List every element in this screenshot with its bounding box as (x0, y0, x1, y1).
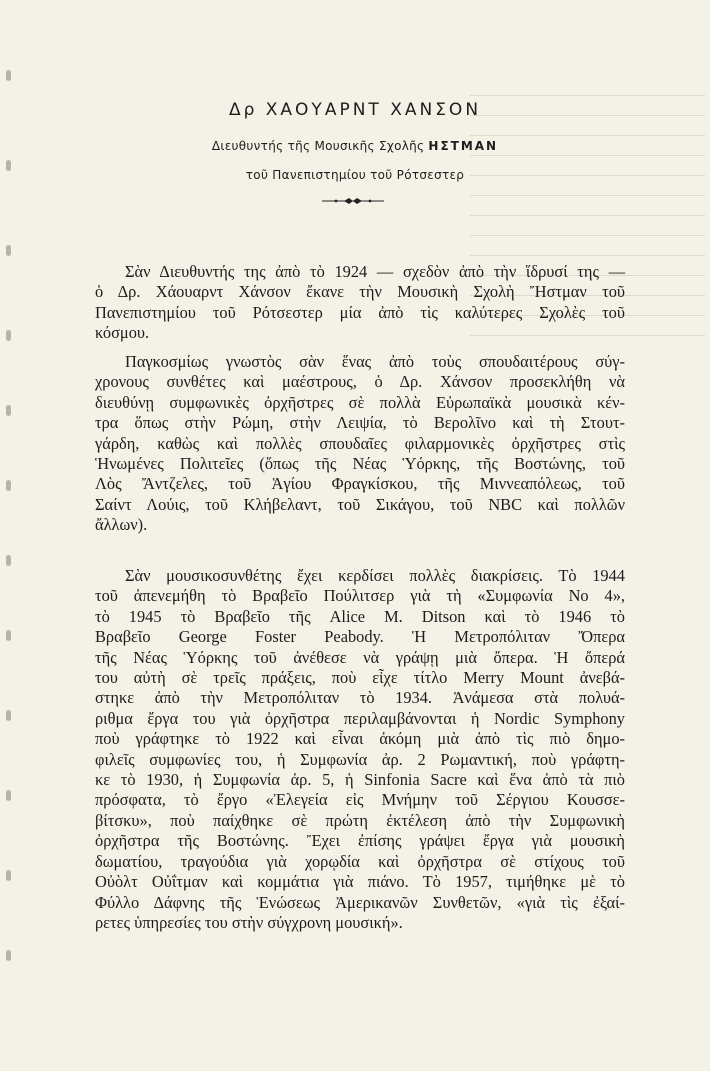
text-line: Σὰν Διευθυντής της ἀπὸ τὸ 1924 — σχεδὸν ἀπὸ τὴν ἵδρυσί της — (125, 262, 625, 281)
text-line: φιλεῖς συμφωνίες του, ἡ Συμφωνία ἀρ. 2 Ρωμαντική, ποὺ γράφτη- (95, 749, 625, 769)
text-line: Παγκοσμίως γνωστὸς σὰν ἕνας ἀπὸ τοὺς σπουδαιτέρους σύγ- (125, 352, 625, 371)
text-line: βίτσκυ», ποὺ παίχθηκε σὲ πρώτη ἐκτέλεση ἀπὸ τὴν Συμφωνικὴ (95, 810, 625, 830)
text-line: τοῦ ἀπενεμήθη τὸ Βραβεῖο Πούλιτσερ γιὰ τὴ «Συμφωνία Νο 4», (95, 586, 625, 606)
text-line: Βραβεῖο George Foster Peabody. Ἡ Μετροπόλιταν Ὄπερα (95, 627, 625, 647)
text-line: ποὺ γράφτηκε τὸ 1922 καὶ εἶναι ἀκόμη μιὰ ἀπὸ τὶς πιὸ δημο- (95, 729, 625, 749)
paragraph-1 (95, 262, 625, 344)
text-line: πρόσφατα, τὸ ἔργο «Ἐλεγεία εἰς Μνήμην τοῦ Σέργιου Κουσσε- (95, 790, 625, 810)
text-line: διευθύνῃ συμφωνικὲς ὀρχῆστρες σὲ πολλὰ Εὐρωπαϊκὰ μουσικὰ κέν- (95, 392, 625, 412)
subtitle-prefix: Διευθυντής τῆς Μουσικῆς Σχολῆς (211, 139, 425, 153)
text-line: τρα ὅπως στὴν Ρώμη, στὴν Λειψία, τὸ Βερολῖνο καὶ τὴ Στουτ- (95, 413, 625, 433)
text-line: κε τὸ 1930, ἡ Συμφωνία ἀρ. 5, ἡ Sinfonia Sacre καὶ ἕνα ἀπὸ τὰ πιὸ (95, 770, 625, 790)
text-line: Λὸς Ἄντζελες, τοῦ Ἁγίου Φραγκίσκου, τῆς Μιννεαπόλεως, τοῦ (95, 474, 625, 494)
binding-holes (0, 0, 22, 1071)
text-line: χρονους συνθέτες καὶ μαέστρους, ὁ Δρ. Χάνσον προσεκλήθη νὰ (95, 372, 625, 392)
text-line: τὸ 1945 τὸ Βραβεῖο τῆς Alice M. Ditson καὶ τὸ 1946 τὸ (95, 606, 625, 626)
text-line: ὀρχῆστρα τῆς Βοστώνης. Ἔχει ἐπίσης γράψει ἔργα γιὰ μουσικὴ (95, 831, 625, 851)
text-line: κόσμου. (95, 323, 150, 343)
paragraph-2 (95, 352, 625, 536)
paragraph-3 (95, 566, 625, 933)
text-line: Πανεπιστημίου τοῦ Ρότσεστερ μία ἀπὸ τὶς καλύτερες Σχολὲς τοῦ (95, 302, 625, 322)
page-title: Δρ ΧΑΟΥΑΡΝΤ ΧΑΝΣΟΝ (228, 100, 482, 120)
text-line: Ἡνωμένες Πολιτεῖες (ὅπως τῆς Νέας Ὑόρκης, τῆς Βοστώνης, τοῦ (95, 454, 625, 474)
text-line: Σὰν μουσικοσυνθέτης ἔχει κερδίσει πολλὲς διακρίσεις. Τὸ 1944 (125, 566, 625, 585)
page-subtitle (0, 139, 710, 153)
divider-ornament-icon (322, 196, 384, 206)
text-line: Φύλλο Δάφνης τῆς Ἑνώσεως Ἀμερικανῶν Συνθετῶν, «γιὰ τὶς ἐξαί- (95, 892, 625, 912)
page-subtitle-university: τοῦ Πανεπιστημίου τοῦ Ρότσεστερ (245, 168, 465, 182)
text-line: γάρδη, καθὼς καὶ πολλὲς σπουδαῖες φιλαρμονικὲς ὀρχῆστρες στὶς (95, 433, 625, 453)
text-line: Οὐὸλτ Οὐΐτμαν καὶ κομμάτια γιὰ πιάνο. Τὸ 1957, τιμήθηκε μὲ τὸ (95, 872, 625, 892)
text-line: δωματίου, τραγούδια γιὰ χορῳδία καὶ ὀρχῆστρα σὲ στίχους τοῦ (95, 851, 625, 871)
text-line: ὁ Δρ. Χάουαρντ Χάνσον ἔκανε τὴν Μουσικὴ Σχολὴ Ἤστμαν τοῦ (95, 282, 625, 302)
text-line: τῆς Νέας Ὑόρκης τοῦ ἀνέθεσε νὰ γράψῃ μιὰ ὄπερα. Ἡ ὄπερά (95, 647, 625, 667)
text-line: του αὐτὴ σὲ τρεῖς πράξεις, ποὺ εἶχε τίτλο Merry Mount ἀνεβά- (95, 668, 625, 688)
text-line: ρετες ὑπηρεσίες του στὴν σύγχρονη μουσική». (95, 912, 403, 932)
text-line: Σαίντ Λούις, τοῦ Κλήβελαντ, τοῦ Σικάγου, τοῦ NBC καὶ πολλῶν (95, 494, 625, 514)
text-line: ριθμα ἔργα του γιὰ ὀρχῆστρα περιλαμβάνονται ἡ Nordic Symphony (95, 708, 625, 728)
school-name: ΗΣΤΜΑΝ (428, 139, 499, 153)
text-line: ἄλλων). (95, 515, 148, 535)
text-line: στηκε ἀπὸ τὴν Μετροπόλιταν τὸ 1934. Ἀνάμεσα στὰ πολυά- (95, 688, 625, 708)
